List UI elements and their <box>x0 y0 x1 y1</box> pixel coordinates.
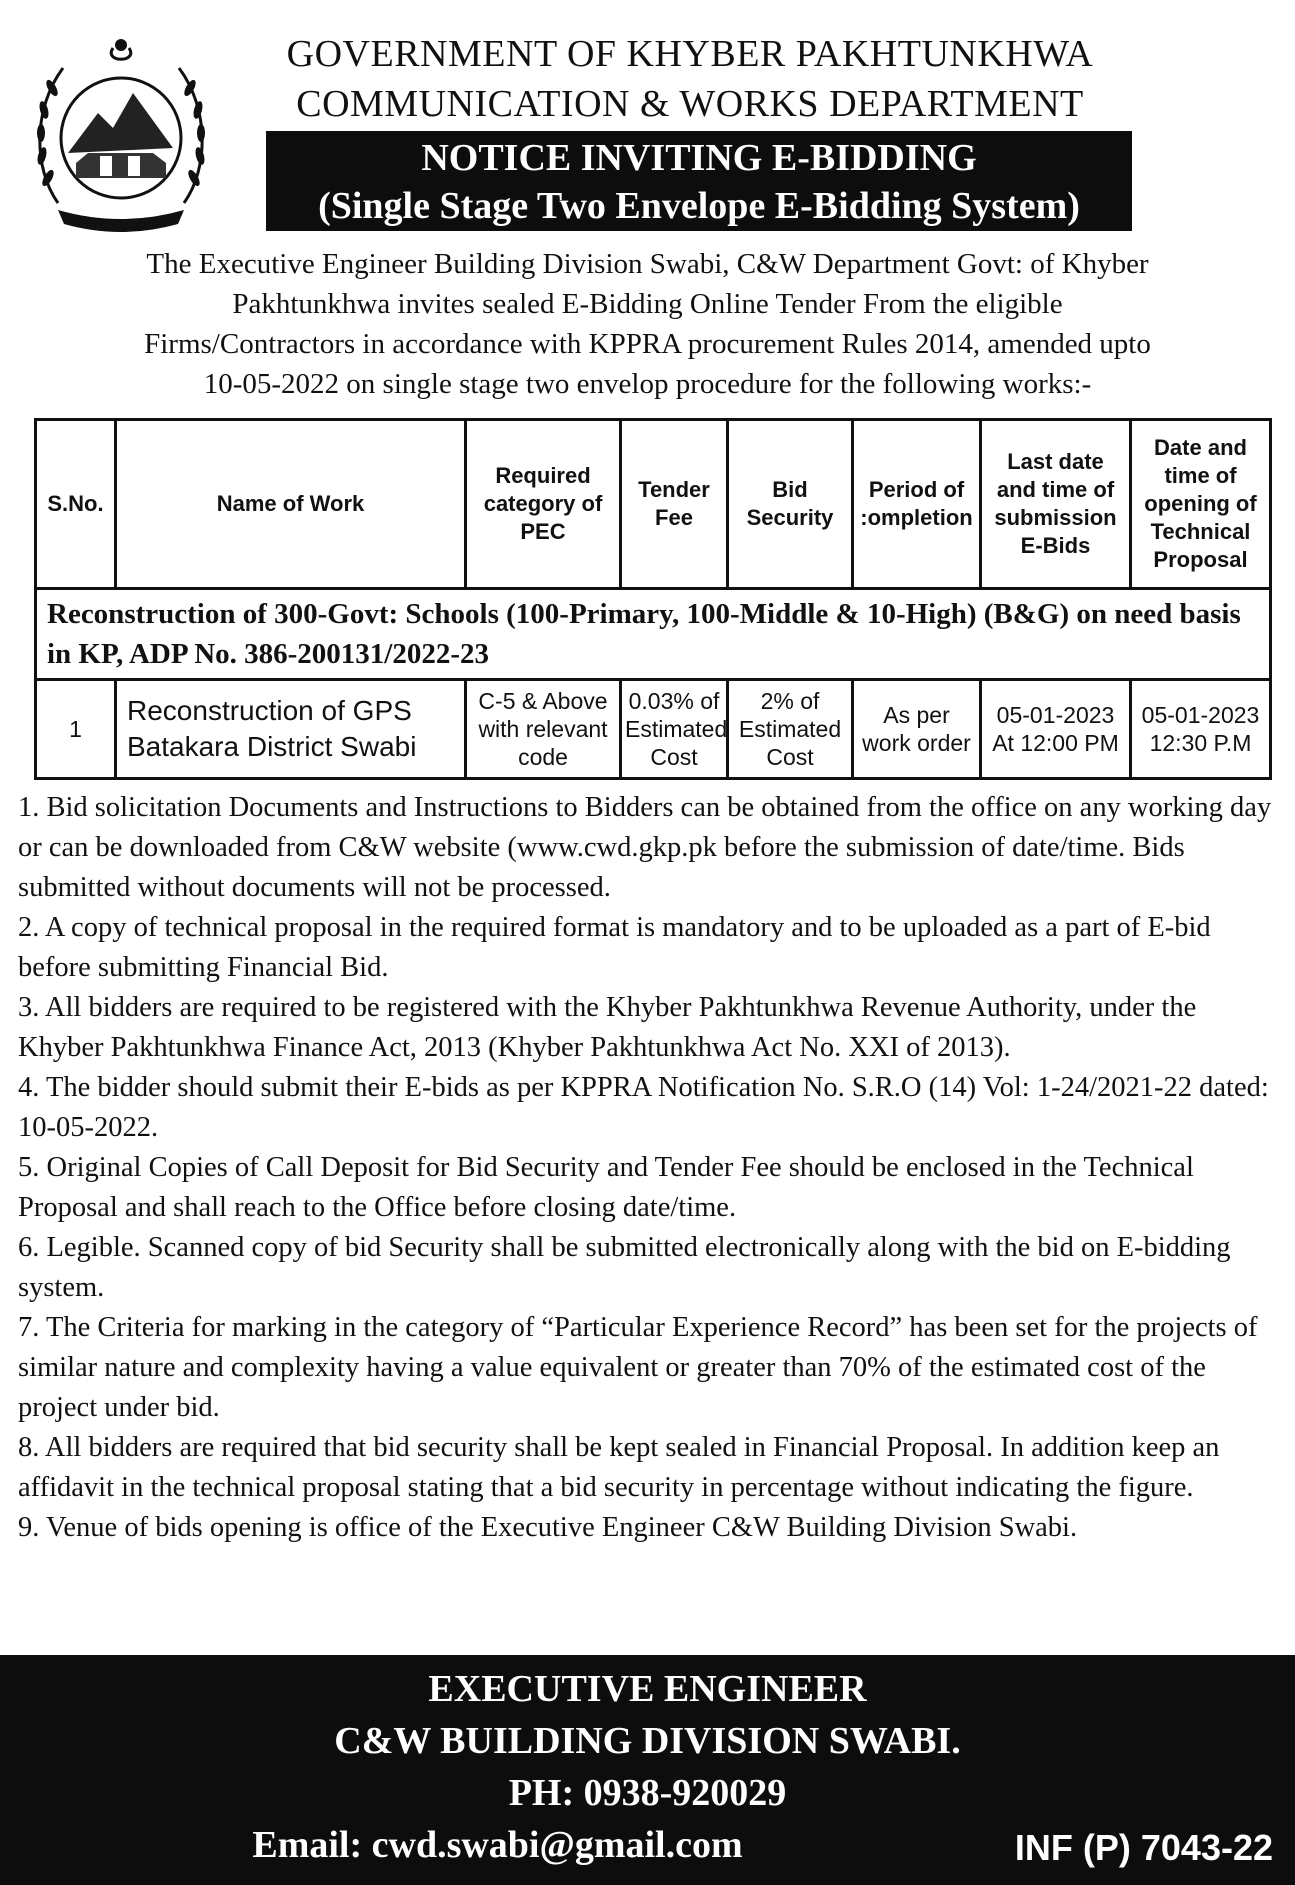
list-item: 4. The bidder should submit their E-bids as per KPPRA Notification No. S.R.O (14) Vol: 1-24/2021-22 dated: 10-05-2022. <box>18 1072 1269 1143</box>
cell-pec-category: C-5 & Above with relevant code <box>466 680 621 779</box>
table-header-row <box>36 420 1271 589</box>
intro-line: Pakhtunkhwa invites sealed E-Bidding Online Tender From the eligible <box>232 288 1063 320</box>
header-name-of-work: Name of Work <box>116 420 466 589</box>
footer-phone: PH: 0938-920029 <box>508 1772 787 1814</box>
submission-date: 05-01-2023 <box>996 702 1115 728</box>
list-item: 3. All bidders are required to be registered with the Khyber Pakhtunkhwa Revenue Authority, under the Khyber Pakhtunkhwa Finance Act, 2013 (Khyber Pakhtunkhwa Act No. XXI of 2013). <box>18 992 1197 1063</box>
list-item: 2. A copy of technical proposal in the required format is mandatory and to be uploaded as a part of E-bid before submitting Financial Bid. <box>18 912 1211 983</box>
list-item: 1. Bid solicitation Documents and Instructions to Bidders can be obtained from the office on any working day or can be downloaded from C&W website (www.cwd.gkp.pk before the submission of date/time. Bids submitted without documents will not be processed. <box>18 792 1272 903</box>
cell-name-of-work: Reconstruction of GPS Batakara District Swabi <box>116 680 466 779</box>
table-row <box>36 680 1271 779</box>
cell-tender-fee: 0.03% of Estimated Cost <box>621 680 728 779</box>
header-tender-fee: Tender Fee <box>621 420 728 589</box>
cell-opening-date <box>1131 680 1271 779</box>
footer-division: C&W BUILDING DIVISION SWABI. <box>334 1720 961 1762</box>
department-title: COMMUNICATION & WORKS DEPARTMENT <box>296 83 1084 125</box>
works-table <box>34 418 1272 780</box>
reference-number: INF (P) 7043-22 <box>1014 1827 1273 1868</box>
opening-time: 12:30 P.M <box>1149 730 1252 756</box>
notice-title-banner <box>266 131 1132 231</box>
list-item: 8. All bidders are required that bid security shall be kept sealed in Financial Proposal. In addition keep an affidavit in the technical proposal stating that a bid security in percentage without indicating the figure. <box>18 1432 1220 1503</box>
cell-submission-deadline <box>981 680 1131 779</box>
project-title-row <box>36 589 1271 680</box>
list-item: 5. Original Copies of Call Deposit for Bid Security and Tender Fee should be enclosed in the Technical Proposal and shall reach to the Office before closing date/time. <box>18 1152 1194 1223</box>
footer-banner <box>0 1655 1295 1885</box>
cell-period-of-completion: As per work order <box>853 680 981 779</box>
list-item: 7. The Criteria for marking in the category of “Particular Experience Record” has been set for the projects of similar nature and complexity having a value equivalent or greater than 70% of the estimated cost of the project under bid. <box>18 1312 1258 1423</box>
header-submission-deadline: Last date and time of submission E-Bids <box>981 420 1131 589</box>
intro-line: The Executive Engineer Building Division Swabi, C&W Department Govt: of Khyber <box>146 248 1149 280</box>
submission-time: At 12:00 PM <box>992 730 1119 756</box>
header-period-of-completion: Period of :ompletion <box>853 420 981 589</box>
notice-subtitle: (Single Stage Two Envelope E-Bidding System) <box>318 185 1080 227</box>
header-sno: S.No. <box>36 420 116 589</box>
government-title: GOVERNMENT OF KHYBER PAKHTUNKHWA <box>286 33 1094 75</box>
terms-list <box>18 788 1280 1548</box>
cell-sno: 1 <box>36 680 116 779</box>
list-item: 6. Legible. Scanned copy of bid Security shall be submitted electronically along with the bid on E-bidding system. <box>18 1232 1231 1303</box>
kp-government-emblem-icon <box>28 28 214 238</box>
intro-paragraph <box>30 244 1265 404</box>
intro-line: Firms/Contractors in accordance with KPPRA procurement Rules 2014, amended upto <box>144 328 1151 360</box>
cell-bid-security: 2% of Estimated Cost <box>728 680 853 779</box>
footer-email: Email: cwd.swabi@gmail.com <box>252 1824 743 1866</box>
intro-line: 10-05-2022 on single stage two envelop procedure for the following works:- <box>203 368 1092 400</box>
header-pec-category: Required category of PEC <box>466 420 621 589</box>
project-title: Reconstruction of 300-Govt: Schools (100-Primary, 100-Middle & 10-High) (B&G) on need basis in KP, ADP No. 386-200131/2022-23 <box>36 589 1271 680</box>
notice-title: NOTICE INVITING E-BIDDING <box>421 137 977 179</box>
header-opening-date: Date and time of opening of Technical Proposal <box>1131 420 1271 589</box>
header-bid-security: Bid Security <box>728 420 853 589</box>
notice-header <box>0 0 1295 235</box>
list-item: 9. Venue of bids opening is office of the Executive Engineer C&W Building Division Swabi. <box>18 1512 1078 1543</box>
opening-date: 05-01-2023 <box>1141 702 1260 728</box>
footer-title: EXECUTIVE ENGINEER <box>428 1668 867 1710</box>
